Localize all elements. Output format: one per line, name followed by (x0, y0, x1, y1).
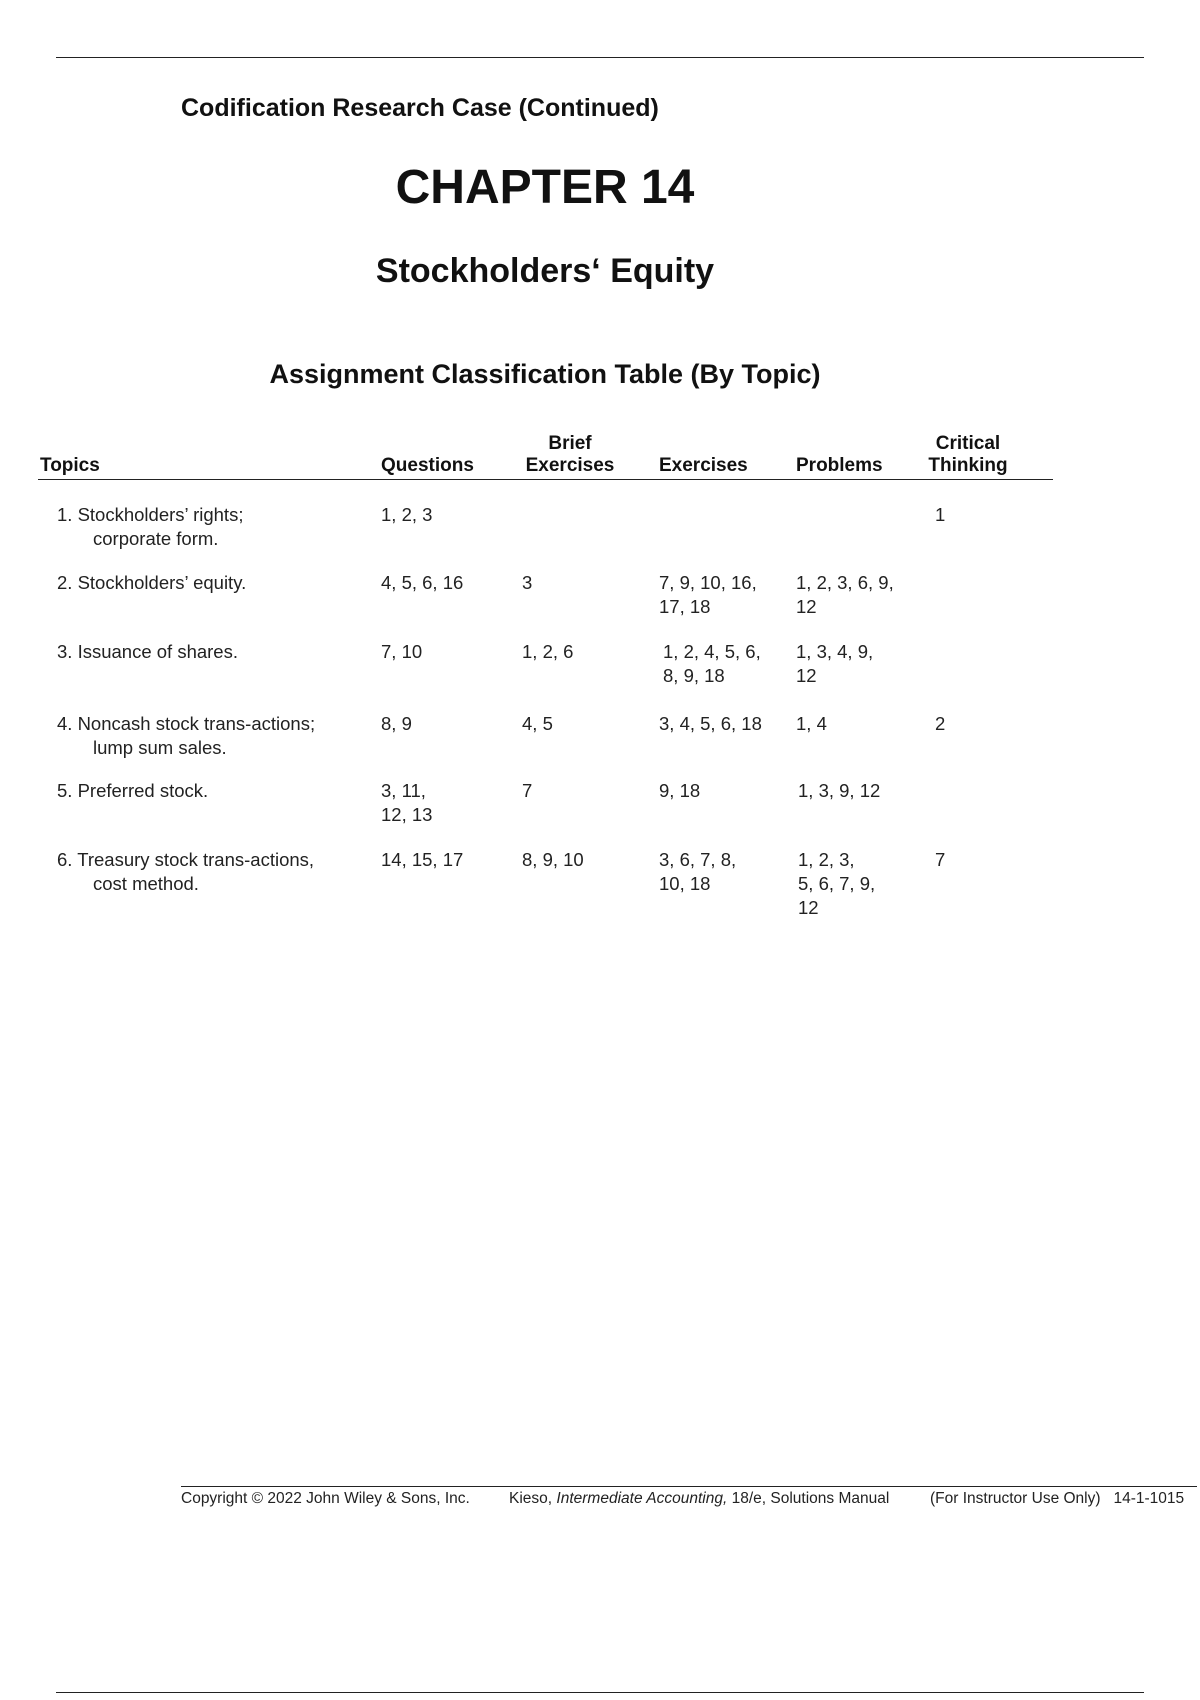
exercises-text-continued: 8, 9, 18 (663, 665, 725, 686)
questions-text: 4, 5, 6, 16 (381, 572, 464, 593)
problems-cell (796, 640, 873, 688)
questions-cell (381, 712, 412, 736)
questions-cell (381, 640, 422, 664)
topic-text: 3. Issuance of shares. (57, 641, 238, 662)
problems-cell (798, 848, 875, 920)
exercises-text: 3, 4, 5, 6, 18 (659, 713, 762, 734)
problems-text: 1, 2, 3, (798, 849, 855, 870)
topic-cell (57, 848, 314, 896)
problems-text: 1, 3, 4, 9, (796, 641, 874, 662)
brief-exercises-cell: 3 (522, 572, 533, 593)
questions-text: 1, 2, 3 (381, 504, 433, 525)
exercises-cell (659, 779, 700, 803)
problems-text-continued: 12 (796, 596, 817, 617)
problems-text: 1, 2, 3, 6, 9, (796, 572, 894, 593)
top-rule (56, 57, 1144, 58)
problems-text: 1, 4 (796, 713, 827, 734)
problems-text-continued: 12 (798, 897, 819, 918)
header-brief-line2: Exercises (525, 455, 615, 476)
case-heading: Codification Research Case (Continued) (181, 94, 659, 122)
questions-text-continued: 12, 13 (381, 804, 433, 825)
brief-exercises-cell: 7 (522, 780, 533, 801)
chapter-subtitle: Stockholders‘ Equity (375, 252, 715, 290)
topic-cell (57, 640, 238, 664)
footer-source-edition: 18/e, Solutions Manual (731, 1490, 890, 1507)
problems-text-continued: 12 (796, 665, 817, 686)
topic-cell (57, 779, 208, 803)
header-exercises: Exercises (659, 455, 748, 476)
exercises-cell (659, 712, 762, 736)
footer-source-author: Kieso, (509, 1490, 553, 1507)
critical-thinking-cell: 2 (935, 713, 946, 734)
exercises-cell (659, 571, 757, 619)
topic-text-continued: cost method. (93, 873, 199, 894)
topic-cell (57, 503, 243, 551)
topic-text: 6. Treasury stock trans-actions, (57, 849, 315, 870)
critical-thinking-cell: 7 (935, 849, 946, 870)
topic-text-continued: corporate form. (93, 528, 219, 549)
footer-source (509, 1490, 889, 1508)
questions-cell (381, 848, 463, 872)
exercises-text: 3, 6, 7, 8, (659, 849, 737, 870)
chapter-title: CHAPTER 14 (395, 161, 695, 214)
exercises-text-continued: 17, 18 (659, 596, 711, 617)
topic-text: 2. Stockholders’ equity. (57, 572, 247, 593)
questions-text: 14, 15, 17 (381, 849, 464, 870)
header-questions: Questions (381, 455, 474, 476)
topic-text: 1. Stockholders’ rights; (57, 504, 244, 525)
brief-exercises-cell: 4, 5 (522, 713, 553, 734)
footer-source-title: Intermediate Accounting, (556, 1490, 728, 1507)
header-problems: Problems (796, 455, 883, 476)
brief-exercises-cell: 1, 2, 6 (522, 641, 574, 662)
exercises-text-continued: 10, 18 (659, 873, 711, 894)
questions-cell (381, 779, 432, 827)
problems-cell (798, 779, 880, 803)
table-title: Assignment Classification Table (By Topic) (269, 359, 821, 389)
topic-cell (57, 571, 246, 595)
footer-copyright: Copyright © 2022 John Wiley & Sons, Inc. (181, 1490, 470, 1507)
topic-text: 4. Noncash stock trans-actions; (57, 713, 316, 734)
header-rule (38, 479, 1053, 480)
header-brief-exercises (520, 433, 620, 477)
exercises-text: 9, 18 (659, 780, 701, 801)
header-topics: Topics (40, 455, 100, 476)
problems-cell (796, 712, 827, 736)
exercises-text: 1, 2, 4, 5, 6, (663, 641, 761, 662)
topic-text: 5. Preferred stock. (57, 780, 209, 801)
problems-cell (796, 571, 894, 619)
header-critical-thinking (918, 433, 1018, 477)
topic-text-continued: lump sum sales. (93, 737, 227, 758)
problems-text-continued: 5, 6, 7, 9, (798, 873, 876, 894)
questions-text: 3, 11, (381, 780, 426, 801)
bottom-rule (56, 1692, 1144, 1693)
header-critical-line2: Thinking (928, 455, 1008, 476)
footer-rule (181, 1486, 1197, 1487)
header-brief-line1: Brief (548, 433, 592, 454)
footer-note: (For Instructor Use Only) 14-1-1015 (930, 1490, 1185, 1507)
questions-cell (381, 503, 432, 527)
exercises-cell (663, 640, 761, 688)
critical-thinking-cell: 1 (935, 504, 946, 525)
problems-text: 1, 3, 9, 12 (798, 780, 881, 801)
exercises-cell (659, 848, 736, 896)
questions-text: 8, 9 (381, 713, 412, 734)
header-critical-line1: Critical (935, 433, 1001, 454)
questions-text: 7, 10 (381, 641, 423, 662)
questions-cell (381, 571, 463, 595)
brief-exercises-cell: 8, 9, 10 (522, 849, 584, 870)
topic-cell (57, 712, 315, 760)
exercises-text: 7, 9, 10, 16, (659, 572, 757, 593)
